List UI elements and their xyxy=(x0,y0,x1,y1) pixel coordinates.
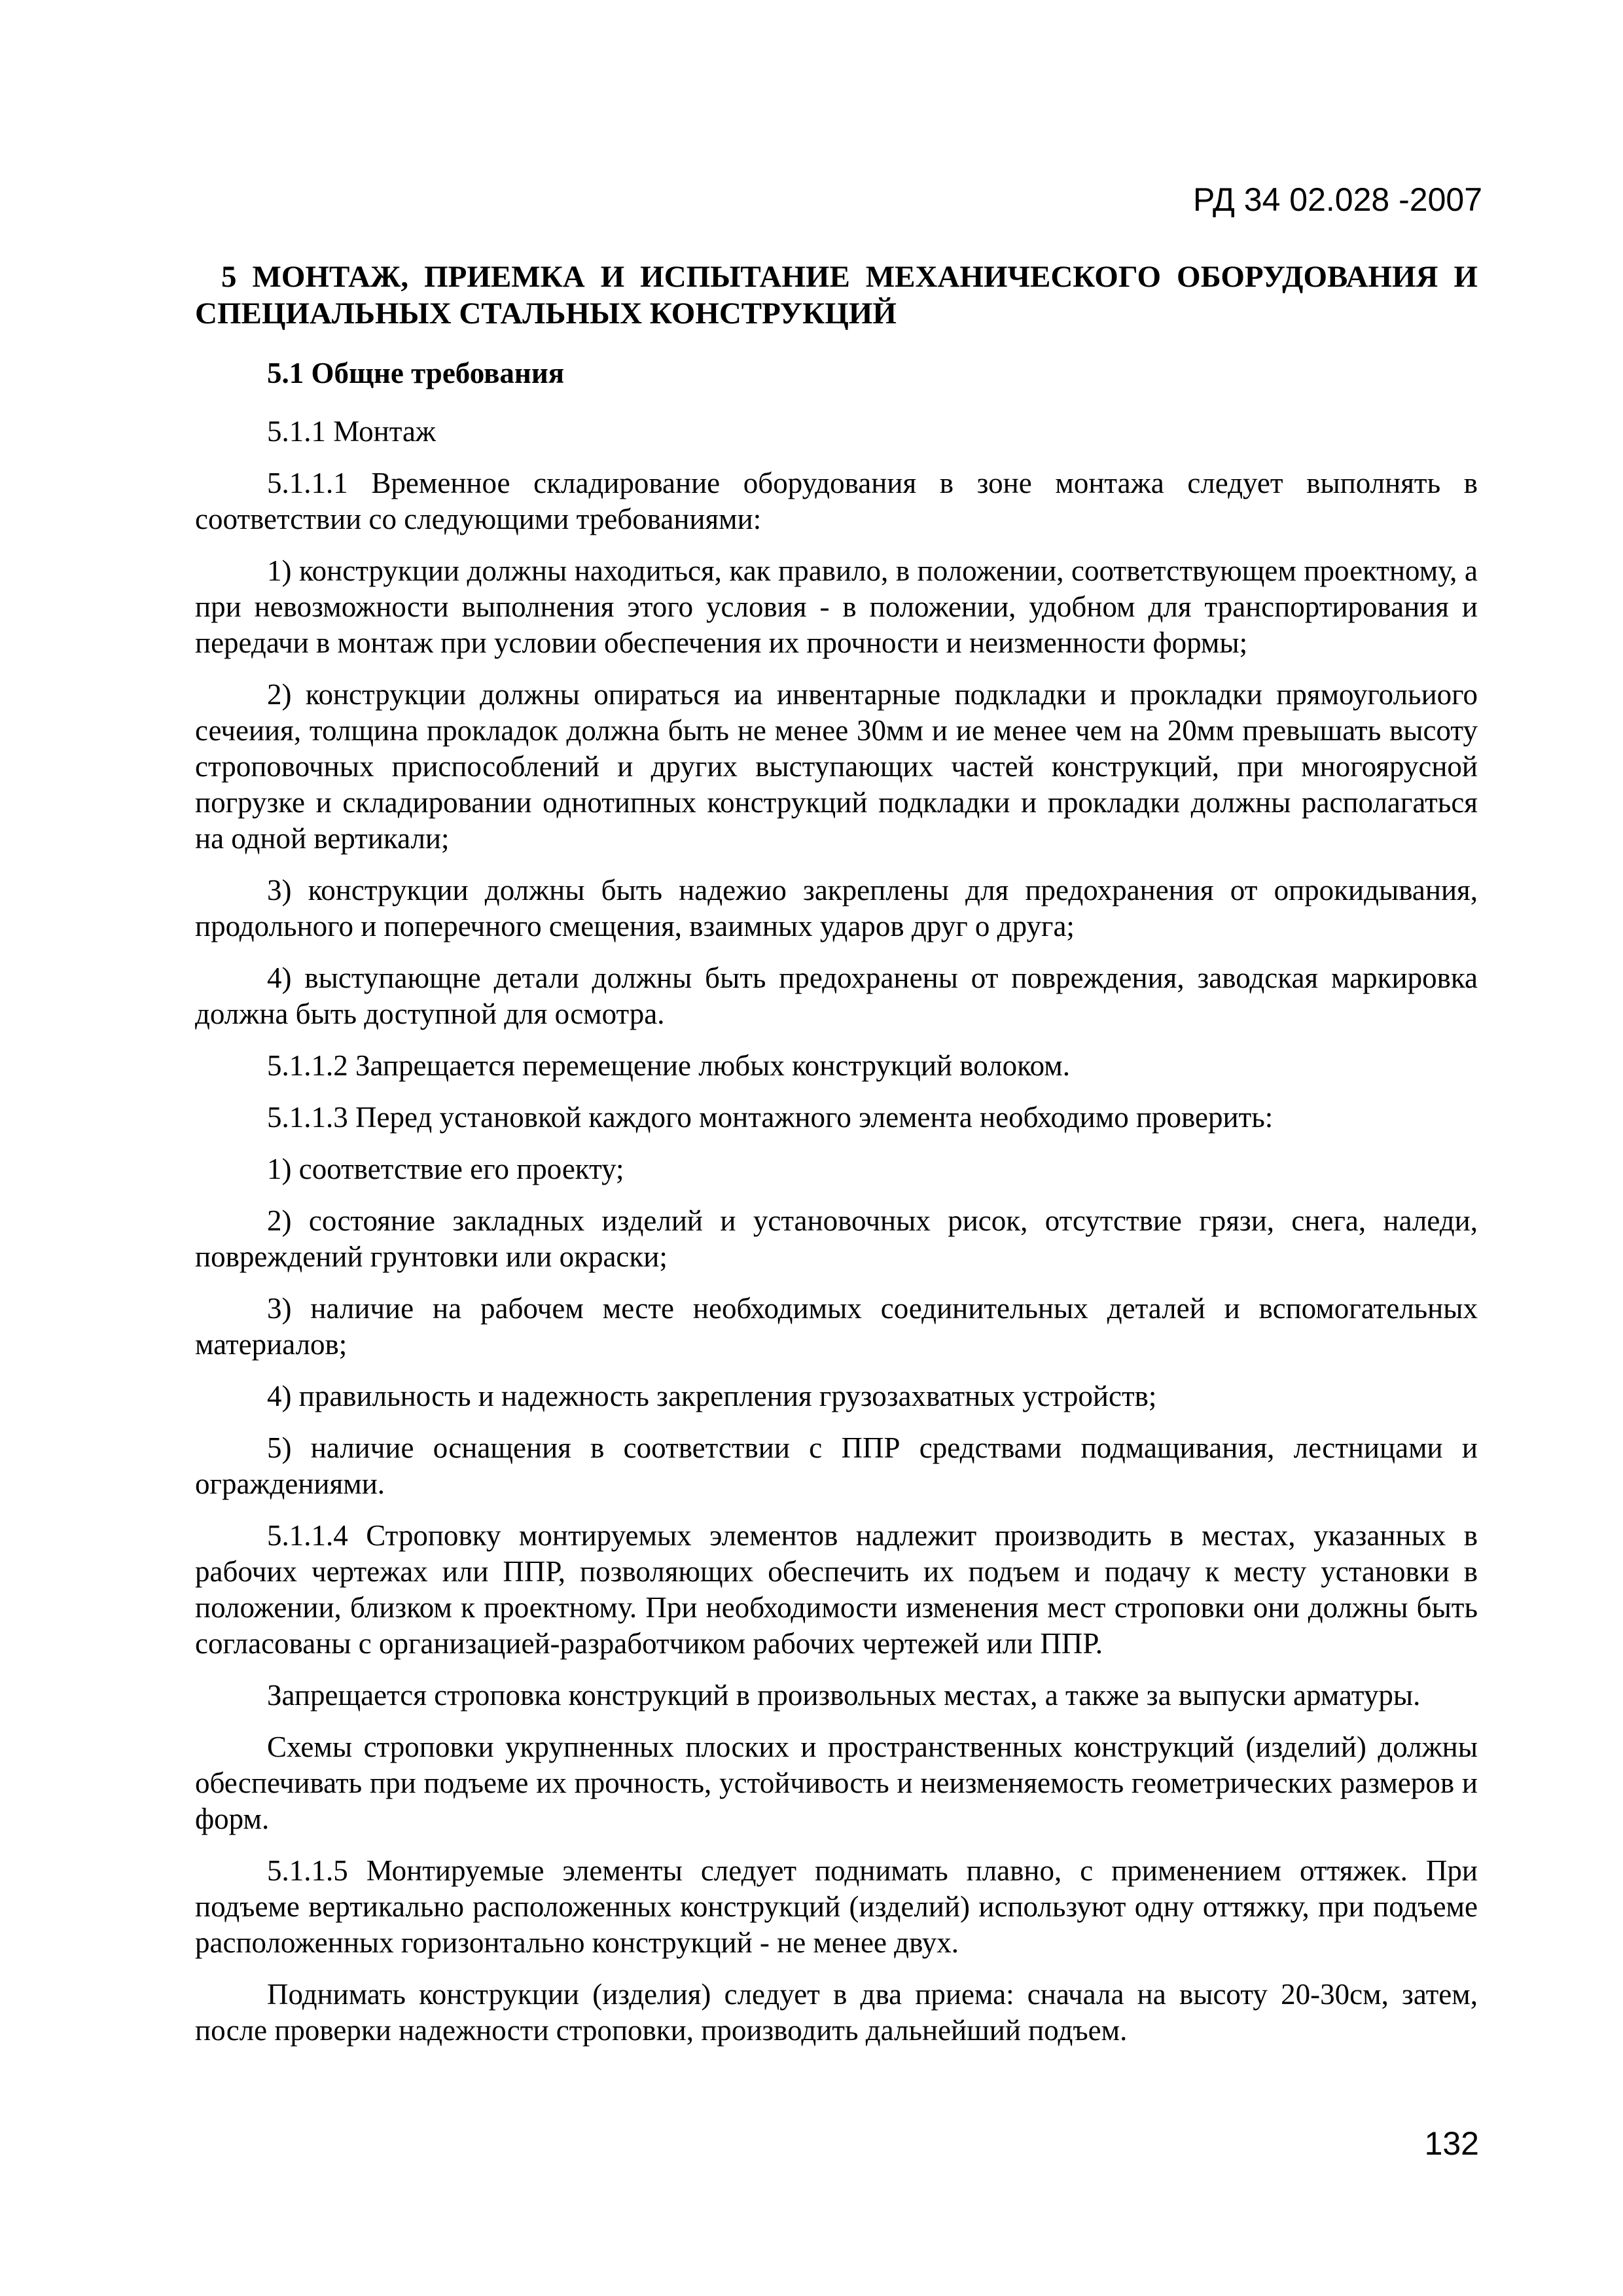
paragraph: 5.1.1 Монтаж xyxy=(267,415,437,448)
list-item: 5) наличие оснащения в соответствии с ППР средствами подмащивания, лестницами и ограждениями. xyxy=(195,1431,1478,1500)
list-item: 2) конструкции должны опираться иа инвентарные подкладки и прокладки прямоугольиого сечеиия, толщина прокладок должна быть не менее 30мм и ие менее чем на 20мм превышать высоту строповочных приспособлений и других выступающих частей конструкций, при многоярусной погрузке и складировании однотипных конструкций подкладки и прокладки должны располагаться на одной вертикали; xyxy=(195,678,1478,855)
paragraph: 5.1.1.3 Перед установкой каждого монтажного элемента необходимо проверить: xyxy=(267,1101,1274,1134)
list-item: 4) правильность и надежность закрепления грузозахватных устройств; xyxy=(267,1380,1157,1412)
list-item: 2) состояние закладных изделий и установочных рисок, отсутствие грязи, снега, наледи, повреждений грунтовки или окраски; xyxy=(195,1204,1478,1273)
paragraph: 5.1.1.2 Запрещается перемещение любых конструкций волоком. xyxy=(267,1049,1071,1082)
subsection-title: 5.1 Общне требования xyxy=(267,357,565,389)
document-code: РД 34 02.028 -2007 xyxy=(1193,181,1482,218)
paragraph: 5.1.1.4 Строповку монтируемых элементов надлежит производить в местах, указанных в рабочих чертежах или ППР, позволяющих обеспечить их подъем и подачу к месту установки в положении, близком к проектному. При необходимости изменения мест строповки они должны быть согласованы с организацией-разработчиком рабочих чертежей или ППР. xyxy=(195,1519,1478,1660)
list-item: 3) конструкции должны быть надежио закреплены для предохранения от опрокидывания, продольного и поперечного смещения, взаимных ударов друг о друга; xyxy=(195,874,1478,942)
list-item: 4) выступающне детали должны быть предохранены от повреждения, заводская маркировка должна быть доступной для осмотра. xyxy=(195,961,1478,1030)
list-item: 1) соответствие его проекту; xyxy=(267,1153,624,1185)
list-item: 1) конструкции должны находиться, как правило, в положении, соответствующем проектному, а при невозможности выполнения этого условия - в положении, удобном для транспортирования и передачи в монтаж при условии обеспечения их прочности и неизменности формы; xyxy=(195,554,1478,659)
paragraph: Запрещается строповка конструкций в произвольных местах, а также за выпуски арматуры. xyxy=(267,1679,1421,1712)
document-body xyxy=(195,259,1478,2064)
paragraph: 5.1.1.5 Монтируемые элементы следует поднимать плавно, с применением оттяжек. При подъеме вертикально расположенных конструкций (изделий) используют одну оттяжку, при подъеме расположенных горизонтально конструкций - не менее двух. xyxy=(195,1854,1478,1959)
page-number: 132 xyxy=(1424,2125,1479,2162)
paragraph: Поднимать конструкции (изделия) следует в два приема: сначала на высоту 20-30см, затем, после проверки надежности строповки, производить дальнейший подъем. xyxy=(195,1978,1478,2047)
section-title: 5 МОНТАЖ, ПРИЕМКА И ИСПЫТАНИЕ МЕХАНИЧЕСКОГО ОБОРУДОВАНИЯ И СПЕЦИАЛЬНЫХ СТАЛЬНЫХ КОНСТРУКЦИЙ xyxy=(195,260,1478,331)
list-item: 3) наличие на рабочем месте необходимых соединительных деталей и вспомогательных материалов; xyxy=(195,1292,1478,1361)
paragraph: Схемы строповки укрупненных плоских и пространственных конструкций (изделий) должны обеспечивать при подъеме их прочность, устойчивость и неизменяемость геометрических размеров и форм. xyxy=(195,1731,1478,1835)
paragraph: 5.1.1.1 Временное складирование оборудования в зоне монтажа следует выполнять в соответствии со следующими требованиями: xyxy=(195,467,1478,535)
